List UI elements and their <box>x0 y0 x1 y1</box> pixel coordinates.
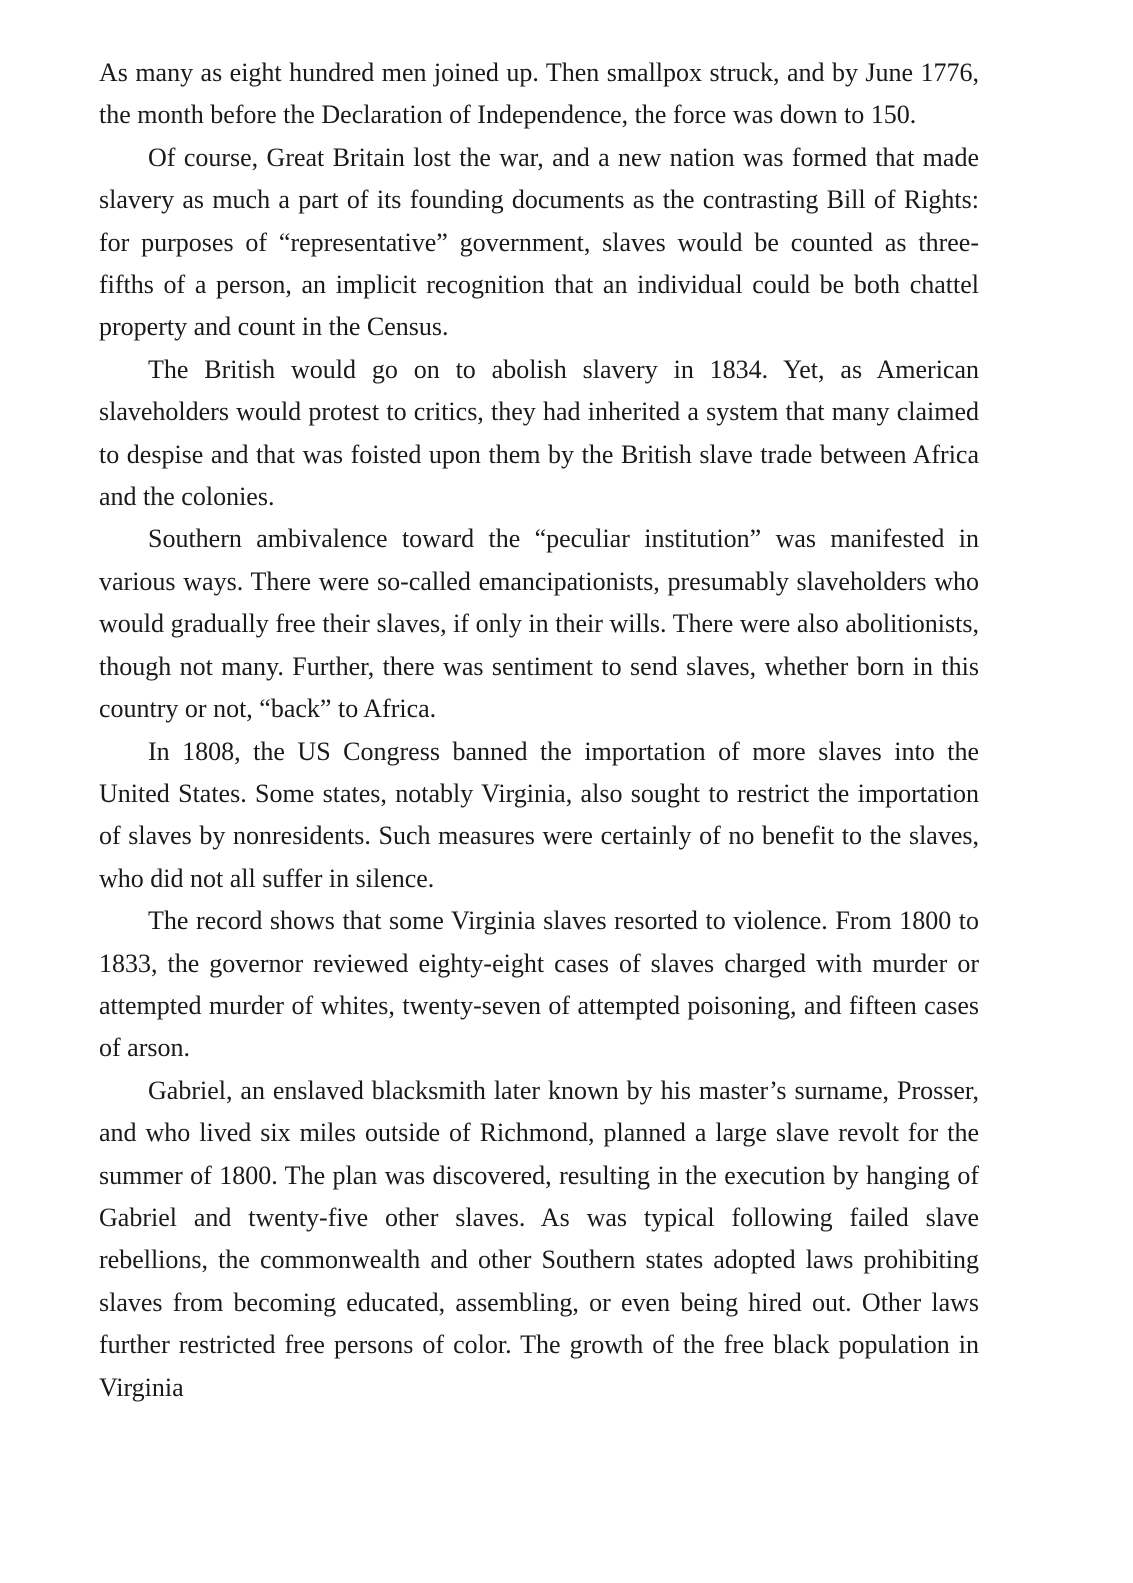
paragraph-violence-record: The record shows that some Virginia slaves resorted to violence. From 1800 to 1833, the governor reviewed eighty-eight cases of slaves charged with murder or attempted murder of whites, twenty-seven of attempted poisoning, and fifteen cases of arson. <box>99 906 979 1063</box>
paragraph-gabriel-prosser: Gabriel, an enslaved blacksmith later known by his master’s surname, Prosser, and who lived six miles outside of Richmond, planned a large slave revolt for the summer of 1800. The plan was discovered, resulting in the execution by hanging of Gabriel and twenty-five other slaves. As was typical following failed slave rebellions, the commonwealth and other Southern states adopted laws prohibiting slaves from becoming educated, assembling, or even being hired out. Other laws further restricted free persons of color. The growth of the free black population in Virginia <box>99 1075 979 1402</box>
page-body <box>99 52 979 1409</box>
paragraph-british-abolition: The British would go on to abolish slavery in 1834. Yet, as American slaveholders would protest to critics, they had inherited a system that many claimed to despise and that was foisted upon them by the British slave trade between Africa and the colonies. <box>99 354 979 512</box>
paragraph-new-nation: Of course, Great Britain lost the war, and a new nation was formed that made slavery as much a part of its founding documents as the contrasting Bill of Rights: for purposes of “representative” government, slaves would be counted as three-fifths of a person, an implicit recognition that an individual could be both chattel property and count in the Census. <box>99 142 979 342</box>
paragraph-smallpox: As many as eight hundred men joined up. Then smallpox struck, and by June 1776, the month before the Declaration of Independence, the force was down to 150. <box>99 58 979 130</box>
paragraph-southern-ambivalence: Southern ambivalence toward the “peculiar institution” was manifested in various ways. There were so-called emancipationists, presumably slaveholders who would gradually free their slaves, if only in their wills. There were also abolitionists, though not many. Further, there was sentiment to send slaves, whether born in this country or not, “back” to Africa. <box>99 524 979 724</box>
paragraph-importation-ban: In 1808, the US Congress banned the importation of more slaves into the United States. Some states, notably Virginia, also sought to restrict the importation of slaves by nonresidents. Such measures were certainly of no benefit to the slaves, who did not all suffer in silence. <box>99 736 979 893</box>
